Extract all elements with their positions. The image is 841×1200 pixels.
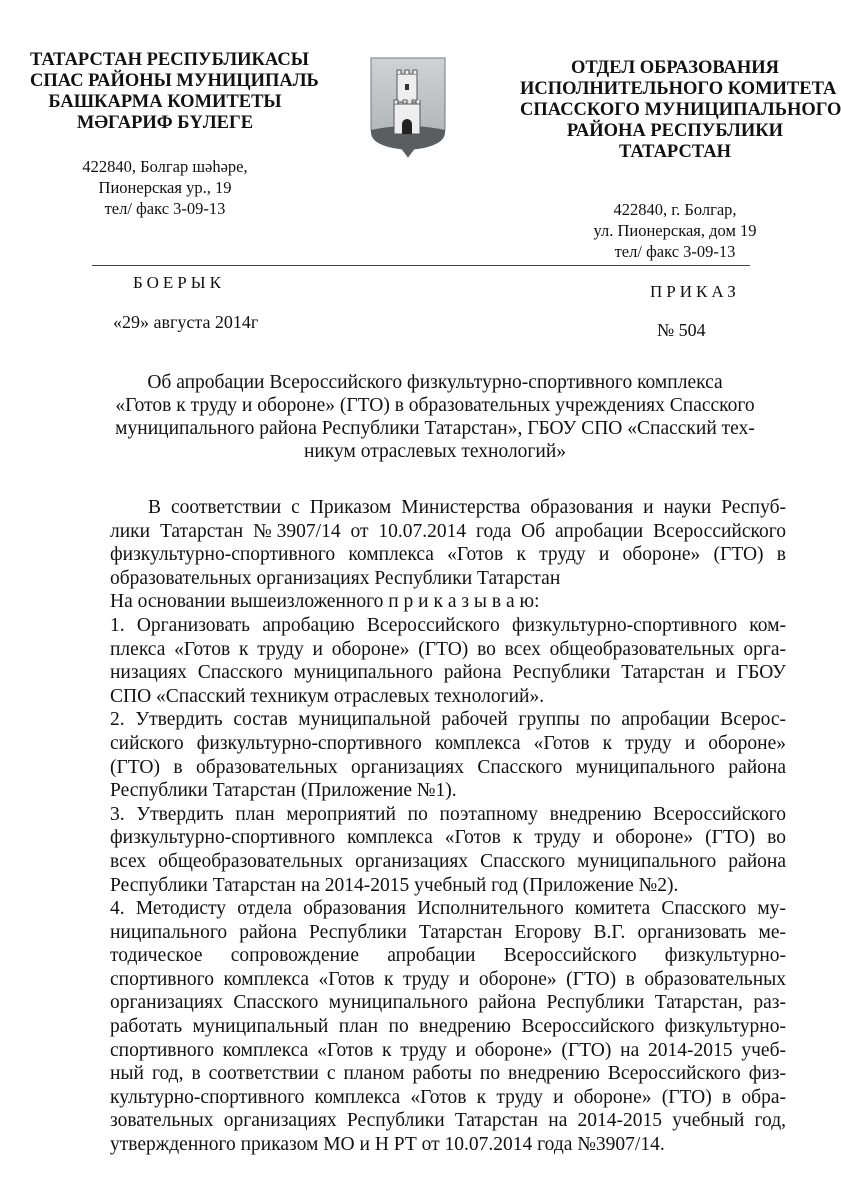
body-text-line: утвержденного приказом МО и Н РТ от 10.07.2014 года №3907/14. (110, 1134, 665, 1156)
body-text-line: физкультурно-спортивного комплекса «Готов к труду и обороне» (ГТО) во (110, 827, 786, 849)
org-name-line: ТАТАРСТАН РЕСПУБЛИКАСЫ (30, 50, 309, 70)
body-text-line: работать муниципальный план по внедрению Всероссийского физкультурно- (110, 1016, 786, 1038)
org-name-line: БАШКАРМА КОМИТЕТЫ (48, 92, 282, 112)
address-line: 422840, Болгар шәһәре, (82, 157, 248, 176)
body-text-line: тодическое сопровождение апробации Всероссийского физкультурно- (110, 945, 786, 967)
org-name-line: ОТДЕЛ ОБРАЗОВАНИЯ (570, 58, 780, 78)
body-text-line: образовательных организациях Республики Татарстан (110, 567, 561, 589)
coat-of-arms-icon (369, 56, 447, 158)
body-text-line: зовательных организациях Республики Татарстан на 2014-2015 учебный год, (110, 1110, 786, 1132)
title-line: Об апробации Всероссийского физкультурно-спортивного комплекса (147, 372, 723, 393)
body-text-line: сийского физкультурно-спортивного комплекса «Готов к труду и обороне» (110, 732, 786, 754)
body-text-line: В соответствии с Приказом Министерства образования и науки Респуб- (148, 497, 786, 518)
org-name-tatar (30, 50, 319, 134)
body-text-line: организациях Спасского муниципального района Республики Татарстан, раз- (110, 992, 786, 1014)
body-text-line: На основании вышеизложенного п р и к а з ы в а ю: (110, 591, 540, 613)
org-name-line: ИСПОЛНИТЕЛЬНОГО КОМИТЕТА (520, 79, 837, 99)
body-text-line: низациях Спасского муниципального района Республики Татарстан и ГБОУ (110, 662, 786, 684)
address-line: тел/ факс 3-09-13 (614, 242, 736, 261)
body-text-line: Республики Татарстан на 2014-2015 учебный год (Приложение №2). (110, 874, 679, 896)
body-text-line: Республики Татарстан (Приложение №1). (110, 780, 457, 802)
header-right (520, 58, 841, 262)
body-text-line: 4. Методисту отдела образования Исполнительного комитета Спасского му- (110, 898, 786, 920)
title-line: никум отраслевых технологий» (303, 441, 567, 462)
header-divider (92, 265, 750, 266)
address-line: тел/ факс 3-09-13 (104, 199, 226, 218)
body-text-line: ный год, в соответствии с планом работы по внедрению Всероссийского физ- (110, 1063, 786, 1085)
address-line: ул. Пионерская, дом 19 (593, 221, 757, 240)
body-text-line: физкультурно-спортивного комплекса «Готов к труду и обороне» (ГТО) в (110, 544, 786, 566)
order-date: «29» августа 2014г (113, 312, 259, 332)
body-text-line: всех общеобразовательных организациях Спасского муниципального района (110, 850, 786, 872)
address-line: Пионерская ур., 19 (98, 178, 232, 197)
body-text-line: 3. Утвердить план мероприятий по поэтапному внедрению Всероссийского (110, 803, 786, 825)
org-name-line: ТАТАРСТАН (619, 142, 731, 162)
body-text-line: спортивного комплекса «Готов к труду и обороне» (ГТО) в образовательных (110, 968, 786, 990)
order-label-tatar: БОЕРЫК (133, 273, 225, 292)
org-name-line: РАЙОНА РЕСПУБЛИКИ (566, 121, 784, 141)
body-text-line: спортивного комплекса «Готов к труду и обороне» (ГТО) на 2014-2015 учеб- (110, 1039, 786, 1061)
body-text-line: СПО «Спасский техникум отраслевых технологий». (110, 685, 545, 707)
body-text-line: культурно-спортивного комплекса «Готов к труду и обороне» (ГТО) в обра- (110, 1086, 786, 1108)
order-title (90, 371, 780, 463)
org-name-line: МӘГАРИФ БҮЛЕГЕ (76, 113, 254, 133)
address-line: 422840, г. Болгар, (613, 200, 737, 219)
header-left (30, 50, 319, 219)
title-line: муниципального района Республики Татарстан», ГБОУ СПО «Спасский тех- (115, 418, 755, 439)
order-label-russian: ПРИКАЗ (650, 282, 740, 301)
title-line: «Готов к труду и обороне» (ГТО) в образовательных учреждениях Спасского (115, 395, 755, 416)
order-body (110, 496, 786, 1157)
address-tatar (30, 156, 300, 219)
body-text-line: плекса «Готов к труду и обороне» (ГТО) во всех общеобразовательных орга- (110, 638, 786, 660)
body-text-line: 2. Утвердить состав муниципальной рабочей группы по апробации Всерос- (110, 709, 786, 731)
body-text-line: 1. Организовать апробацию Всероссийского физкультурно-спортивного ком- (110, 614, 786, 636)
org-name-russian (520, 58, 841, 163)
body-text-line: (ГТО) в образовательных организациях Спасского муниципального района (110, 756, 786, 778)
body-text-line: ниципального района Республики Татарстан Егорову В.Г. организовать ме- (110, 921, 786, 943)
org-name-line: СПАССКОГО МУНИЦИПАЛЬНОГО (520, 100, 841, 120)
order-number: № 504 (657, 320, 706, 340)
address-russian (520, 199, 830, 262)
body-text-line: лики Татарстан №3907/14 от 10.07.2014 года Об апробации Всероссийского (110, 520, 786, 542)
org-name-line: СПАС РАЙОНЫ МУНИЦИПАЛЬ (30, 71, 319, 91)
